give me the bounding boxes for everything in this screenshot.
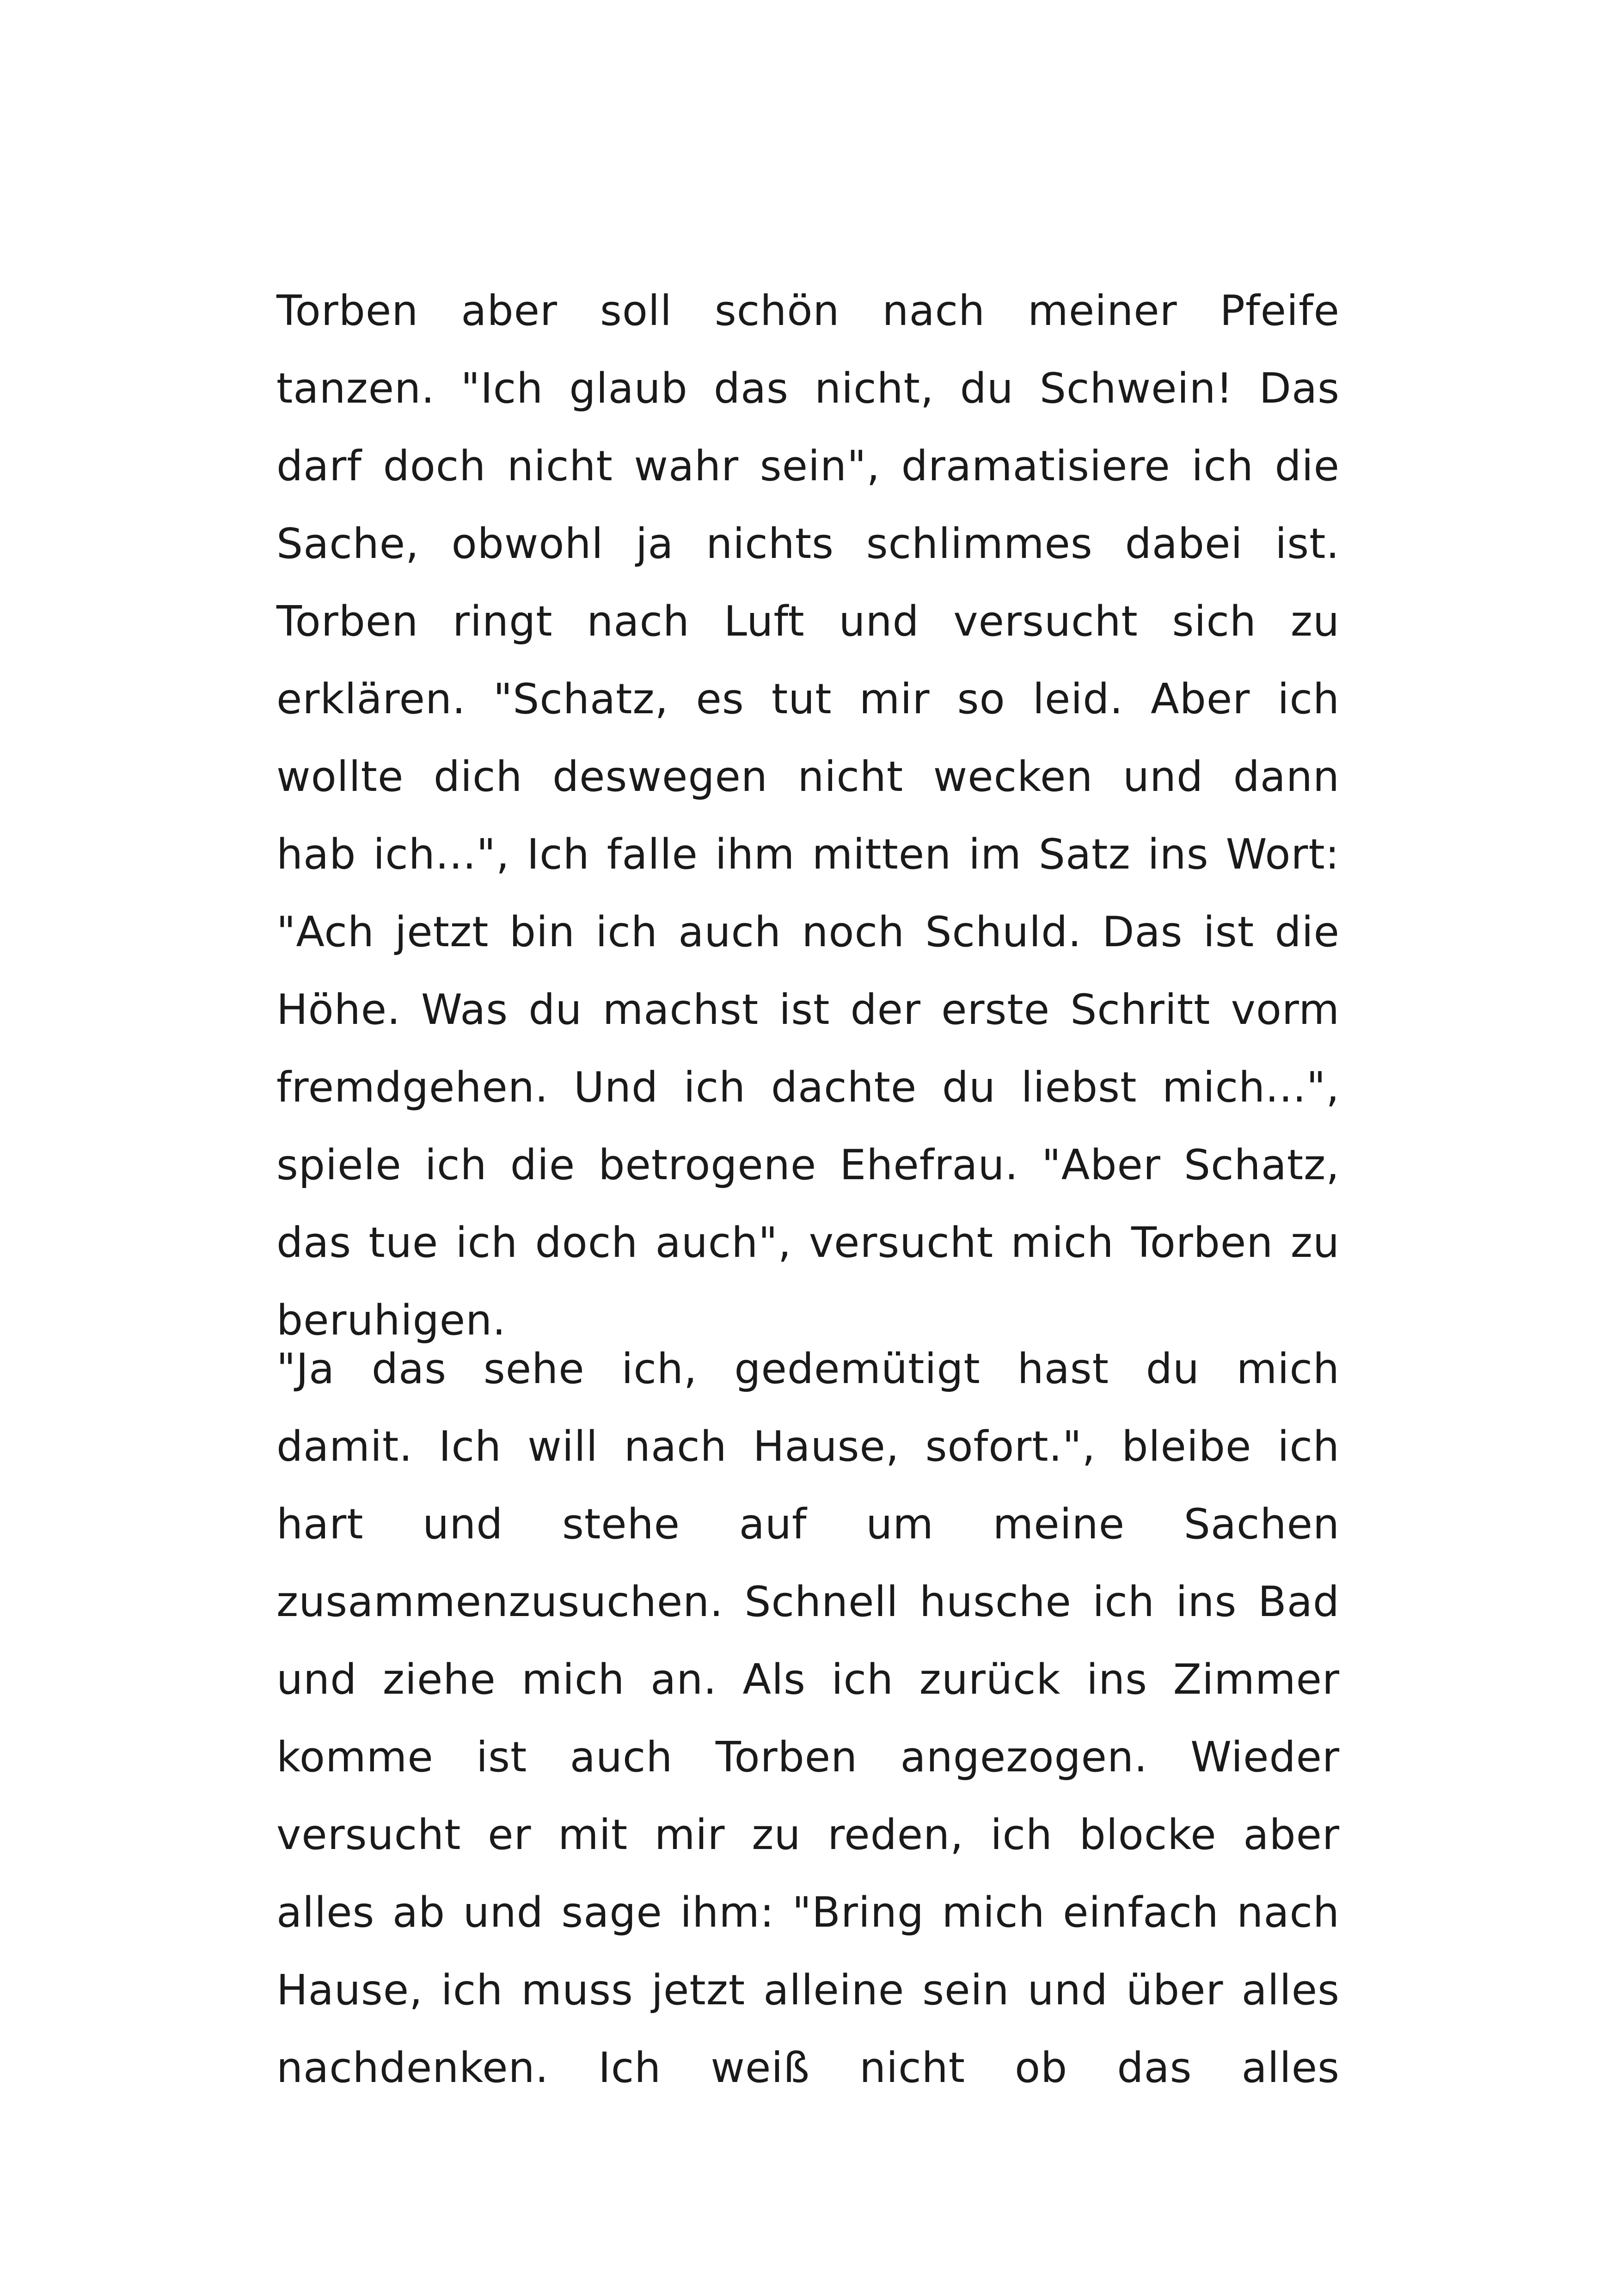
paragraph-1: Torben aber soll schön nach meiner Pfeife tanzen. "Ich glaub das nicht, du Schwein! Das darf doch nicht wahr sein", dramatisiere ich die Sache, obwohl ja nichts schlimmes dabei ist. Torben ringt nach Luft und versucht sich zu erklären. "Schatz, es tut mir so leid. Aber ich wollte dich deswegen nicht wecken und dann hab ich...", Ich falle ihm mitten im Satz ins Wort: "Ach jetzt bin ich auch noch Schuld. Das ist die Höhe. Was du machst ist der erste Schritt vorm fremdgehen. Und ich dachte du liebst mich...", spiele ich die betrogene Ehefrau. "Aber Schatz, das tue ich doch auch", versucht mich Torben zu beruhigen. [276, 287, 1340, 1345]
paragraph-2: "Ja das sehe ich, gedemütigt hast du mich damit. Ich will nach Hause, sofort.", bleibe ich hart und stehe auf um meine Sachen zusammenzusuchen. Schnell husche ich ins Bad und ziehe mich an. Als ich zurück ins Zimmer komme ist auch Torben angezogen. Wieder versucht er mit mir zu reden, ich blocke aber alles ab und sage ihm: "Bring mich einfach nach Hause, ich muss jetzt alleine sein und über alles nachdenken. Ich weiß nicht ob das alles [276, 1345, 1340, 2092]
